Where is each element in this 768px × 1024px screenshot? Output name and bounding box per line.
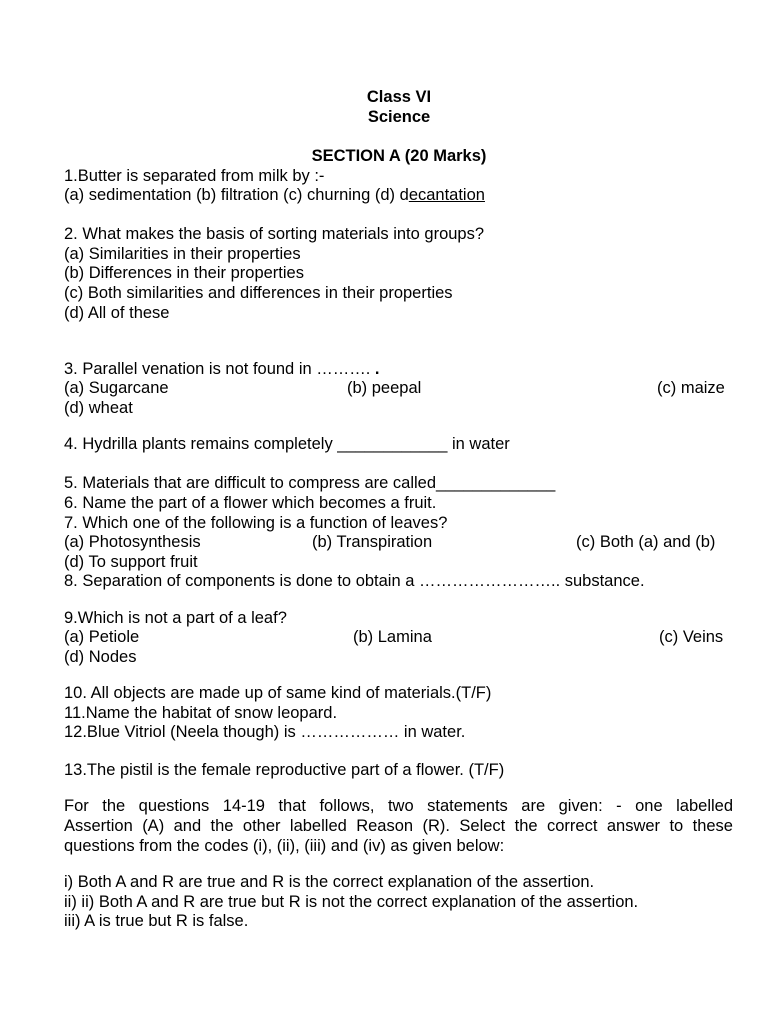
question-2-option-d: (d) All of these — [64, 304, 170, 322]
question-9: 9.Which is not a part of a leaf? — [64, 609, 287, 627]
question-11: 11.Name the habitat of snow leopard. — [64, 704, 338, 722]
code-ii: ii) ii) Both A and R are true but R is not the correct explanation of the assertion. — [64, 893, 639, 911]
instructions-line-3: questions from the codes (i), (ii), (iii) and (iv) as given below: — [64, 837, 505, 855]
question-1-options-text: (a) sedimentation (b) filtration (c) churning (d) d — [64, 186, 409, 204]
class-title: Class VI — [366, 88, 432, 106]
question-7-option-b: (b) Transpiration — [312, 533, 433, 551]
question-2: 2. What makes the basis of sorting materials into groups? — [64, 225, 485, 243]
question-3-option-b: (b) peepal — [347, 379, 422, 397]
instructions-line-1: For the questions 14-19 that follows, two statements are given: - one labelled — [64, 797, 733, 815]
question-9-option-c: (c) Veins — [659, 628, 724, 646]
question-3 — [64, 359, 380, 379]
question-7-option-a: (a) Photosynthesis — [64, 533, 201, 551]
subject-title: Science — [367, 108, 431, 126]
question-4: 4. Hydrilla plants remains completely ____________ in water — [64, 435, 510, 453]
question-5: 5. Materials that are difficult to compress are called_____________ — [64, 474, 556, 492]
question-2-option-c: (c) Both similarities and differences in their properties — [64, 284, 453, 302]
question-3-text: 3. Parallel venation is not found in ………. — [64, 360, 371, 378]
question-9-option-b: (b) Lamina — [353, 628, 432, 646]
section-title: SECTION A (20 Marks) — [311, 147, 487, 165]
question-9-option-d: (d) Nodes — [64, 648, 137, 666]
question-3-option-c: (c) maize — [657, 379, 725, 397]
question-9-option-a: (a) Petiole — [64, 628, 140, 646]
question-10: 10. All objects are made up of same kind of materials.(T/F) — [64, 684, 492, 702]
question-2-option-a: (a) Similarities in their properties — [64, 245, 301, 263]
question-13: 13.The pistil is the female reproductive part of a flower. (T/F) — [64, 761, 505, 779]
question-7-option-d: (d) To support fruit — [64, 553, 198, 571]
question-3-end: . — [370, 360, 380, 378]
question-3-option-d: (d) wheat — [64, 399, 133, 417]
code-i: i) Both A and R are true and R is the correct explanation of the assertion. — [64, 873, 595, 891]
question-3-option-a: (a) Sugarcane — [64, 379, 169, 397]
question-12: 12.Blue Vitriol (Neela though) is ……………… in water. — [64, 723, 466, 741]
question-7-option-c: (c) Both (a) and (b) — [576, 533, 716, 551]
question-8: 8. Separation of components is done to obtain a …………………….. substance. — [64, 572, 645, 590]
question-1: 1.Butter is separated from milk by :- — [64, 167, 325, 185]
question-6: 6. Name the part of a flower which becomes a fruit. — [64, 494, 437, 512]
question-2-option-b: (b) Differences in their properties — [64, 264, 304, 282]
question-7: 7. Which one of the following is a function of leaves? — [64, 514, 448, 532]
question-1-options — [64, 185, 485, 205]
instructions-line-2: Assertion (A) and the other labelled Reason (R). Select the correct answer to these — [64, 817, 733, 835]
code-iii: iii) A is true but R is false. — [64, 912, 249, 930]
question-1-options-underlined: ecantation — [408, 186, 485, 204]
